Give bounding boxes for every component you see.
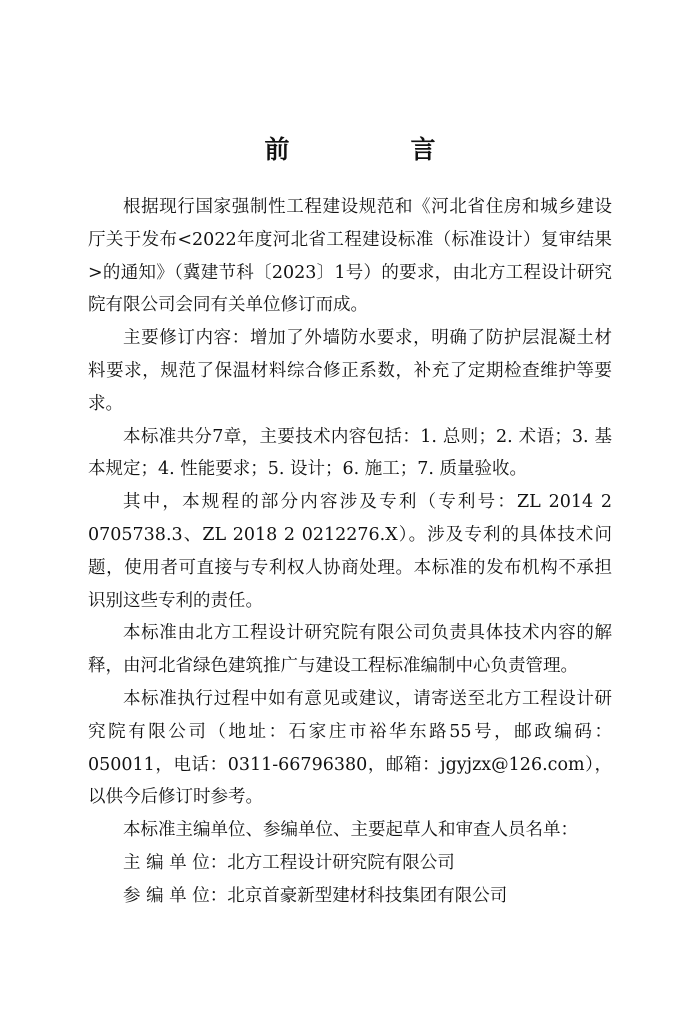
chief-editor-unit: 北方工程设计研究院有限公司 xyxy=(227,852,455,873)
page-title: 前 言 xyxy=(264,135,484,164)
paragraph-interpretation: 本标准由北方工程设计研究院有限公司负责具体技术内容的解释，由河北省绿色建筑推广与建设工程标准编制中心负责管理。 xyxy=(88,623,612,677)
participating-editor-unit: 北京首豪新型建材科技集团有限公司 xyxy=(227,885,508,906)
participating-editor-label: 参 编 单 位： xyxy=(123,885,228,906)
paragraph-unit-list: 本标准主编单位、参编单位、主要起草人和审查人员名单： xyxy=(123,820,578,841)
chief-editor-label: 主 编 单 位： xyxy=(123,852,228,873)
paragraph-revisions: 主要修订内容：增加了外墙防水要求，明确了防护层混凝土材料要求，规范了保温材料综合修正系数，补充了定期检查维护等要求。 xyxy=(88,328,612,414)
paragraph-chapters: 本标准共分7章，主要技术内容包括：1. 总则；2. 术语；3. 基本规定；4. 性能要求；5. 设计；6. 施工；7. 质量验收。 xyxy=(88,426,612,480)
paragraph-basis: 根据现行国家强制性工程建设规范和《河北省住房和城乡建设厅关于发布<2022年度河北省工程建设标准（标准设计）复审结果>的通知》（冀建节科〔2023〕1号）的要求，由北方工程设计研究院有限公司会同有关单位修订而成。 xyxy=(88,197,612,316)
preface-body xyxy=(88,191,612,913)
paragraph-patents: 其中，本规程的部分内容涉及专利（专利号：ZL 2014 2 0705738.3、ZL 2018 2 0212276.X）。涉及专利的具体技术问题，使用者可直接与专利权人协商处理。本标准的发布机构不承担识别这些专利的责任。 xyxy=(88,492,612,611)
participating-editor-row xyxy=(88,880,612,913)
chief-editor-row xyxy=(88,847,612,880)
paragraph-feedback: 本标准执行过程中如有意见或建议，请寄送至北方工程设计研究院有限公司（地址：石家庄市裕华东路55号，邮政编码：050011，电话：0311-66796380，邮箱：jgyjzx@126.com），以供今后修订时参考。 xyxy=(88,688,612,808)
